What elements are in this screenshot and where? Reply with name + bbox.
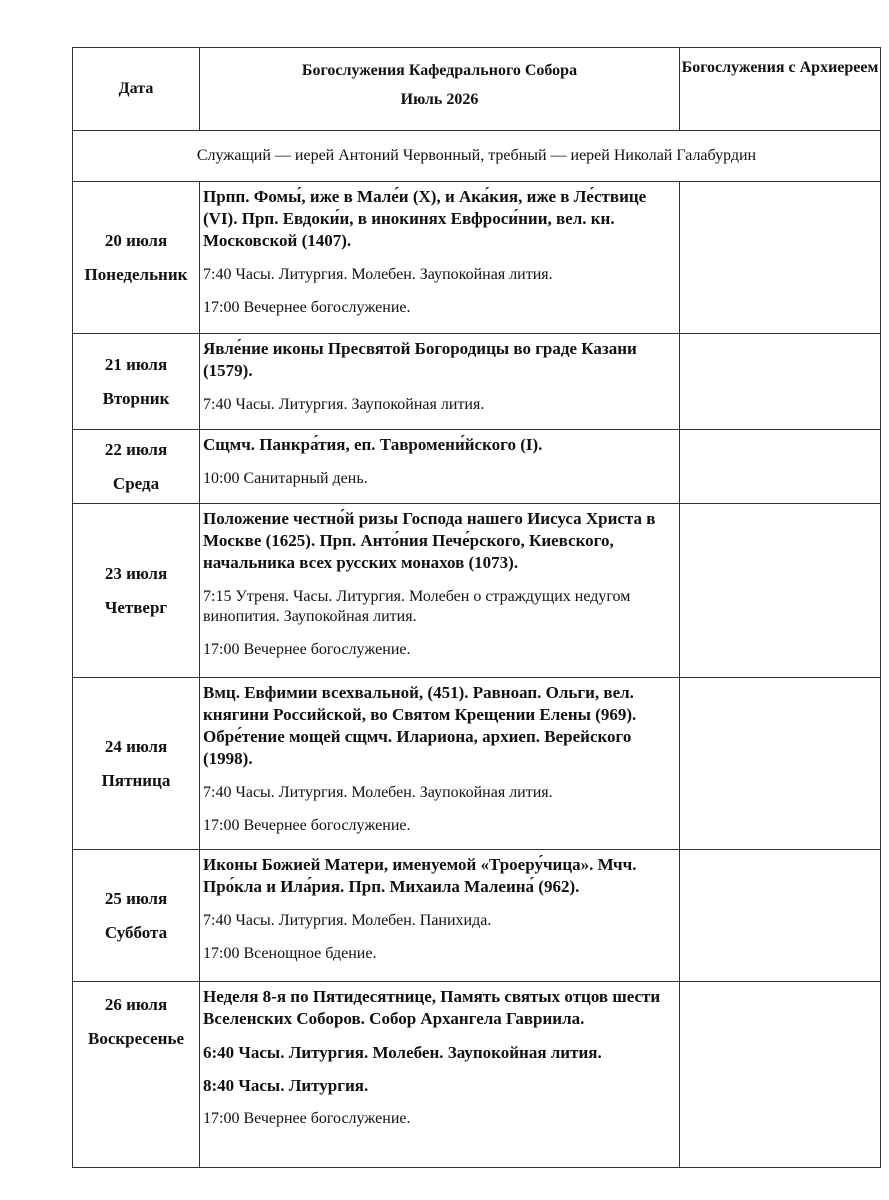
bishop-cell xyxy=(680,430,881,504)
service-line: 7:15 Утреня. Часы. Литургия. Молебен о страждущих недугом винопития. Заупокойная лития. xyxy=(203,588,631,625)
feast-text: Положение честно́й ризы Господа нашего Иисуса Христа в Москве (1625). Прп. Анто́ния Пече́рского, Киевского, начальника всех русских монахов (1073). xyxy=(203,509,656,572)
header-cathedral xyxy=(200,48,680,131)
date-text: 24 июля xyxy=(104,736,168,756)
weekday-text: Воскресенье xyxy=(87,1029,184,1048)
date-cell xyxy=(73,430,200,504)
date-text: 21 июля xyxy=(104,354,168,374)
date-cell xyxy=(73,850,200,982)
feast-text: Вмц. Евфимии всехвальной, (451). Равноап. Ольги, вел. княгини Российской, во Святом Крещении Елены (969). Обре́тение мощей сщмч. Илариона, архиеп. Верейского (1998). xyxy=(203,683,637,768)
day-row xyxy=(73,850,881,982)
services-cell xyxy=(200,182,680,334)
services-cell xyxy=(200,334,680,430)
weekday-text: Четверг xyxy=(104,597,168,617)
weekday-text: Среда xyxy=(112,473,160,493)
day-row xyxy=(73,504,881,678)
date-text: 23 июля xyxy=(104,563,168,583)
weekday-text: Вторник xyxy=(102,388,170,408)
date-text: 26 июля xyxy=(104,995,168,1014)
service-line: 7:40 Часы. Литургия. Заупокойная лития. xyxy=(203,396,485,413)
bishop-cell xyxy=(680,182,881,334)
bishop-cell xyxy=(680,678,881,850)
weekday-text: Пятница xyxy=(101,770,171,790)
servant-note: Служащий — иерей Антоний Червонный, требный — иерей Николай Галабурдин xyxy=(73,131,881,182)
feast-text: Иконы Божией Матери, именуемой «Троеру́чица». Мчч. Про́кла и Ила́рия. Прп. Михаила Малеина́ (962). xyxy=(203,855,637,896)
header-row xyxy=(73,48,881,131)
schedule-table xyxy=(72,47,881,1168)
feast-text: Сщмч. Панкра́тия, еп. Тавромени́йского (I). xyxy=(203,435,543,454)
date-cell xyxy=(73,182,200,334)
feast-text: Прпп. Фомы́, иже в Мале́и (X), и Ака́кия, иже в Ле́ствице (VI). Прп. Евдоки́и, в инокинях Евфроси́нии, вел. кн. Московской (1407). xyxy=(203,187,647,250)
bishop-cell xyxy=(680,504,881,678)
service-line: 17:00 Всенощное бдение. xyxy=(203,945,377,962)
service-line: 17:00 Вечернее богослужение. xyxy=(203,641,411,658)
header-month: Июль 2026 xyxy=(400,91,479,108)
day-row xyxy=(73,430,881,504)
service-line: 17:00 Вечернее богослужение. xyxy=(203,817,411,834)
service-line: 7:40 Часы. Литургия. Молебен. Заупокойная лития. xyxy=(203,784,553,801)
bishop-cell xyxy=(680,334,881,430)
bishop-cell xyxy=(680,982,881,1168)
services-cell xyxy=(200,850,680,982)
date-cell xyxy=(73,504,200,678)
date-text: 25 июля xyxy=(104,888,168,908)
services-cell xyxy=(200,982,680,1168)
date-cell xyxy=(73,982,200,1168)
day-row xyxy=(73,678,881,850)
date-text: 20 июля xyxy=(104,230,168,250)
header-cathedral-title: Богослужения Кафедрального Собора xyxy=(301,62,578,79)
service-line: 8:40 Часы. Литургия. xyxy=(203,1076,369,1095)
date-text: 22 июля xyxy=(104,439,168,459)
weekday-text: Суббота xyxy=(104,922,168,942)
bishop-cell xyxy=(680,850,881,982)
services-cell xyxy=(200,504,680,678)
header-bishop: Богослужения с Архиереем xyxy=(680,48,881,131)
service-line: 7:40 Часы. Литургия. Молебен. Заупокойная лития. xyxy=(203,266,553,283)
service-line: 10:00 Санитарный день. xyxy=(203,470,368,487)
day-row xyxy=(73,982,881,1168)
service-line: 17:00 Вечернее богослужение. xyxy=(203,299,411,316)
day-row xyxy=(73,182,881,334)
date-cell xyxy=(73,678,200,850)
servant-row xyxy=(73,131,881,182)
header-date: Дата xyxy=(73,48,200,131)
feast-text: Явле́ние иконы Пресвятой Богородицы во граде Казани (1579). xyxy=(203,339,637,380)
day-row xyxy=(73,334,881,430)
date-cell xyxy=(73,334,200,430)
service-line: 17:00 Вечернее богослужение. xyxy=(203,1110,411,1127)
services-cell xyxy=(200,430,680,504)
service-line: 7:40 Часы. Литургия. Молебен. Панихида. xyxy=(203,912,492,929)
feast-text: Неделя 8-я по Пятидесятнице, Память святых отцов шести Вселенских Соборов. Собор Архангела Гавриила. xyxy=(203,987,661,1028)
weekday-text: Понедельник xyxy=(84,264,188,284)
services-cell xyxy=(200,678,680,850)
service-line: 6:40 Часы. Литургия. Молебен. Заупокойная лития. xyxy=(203,1043,602,1062)
